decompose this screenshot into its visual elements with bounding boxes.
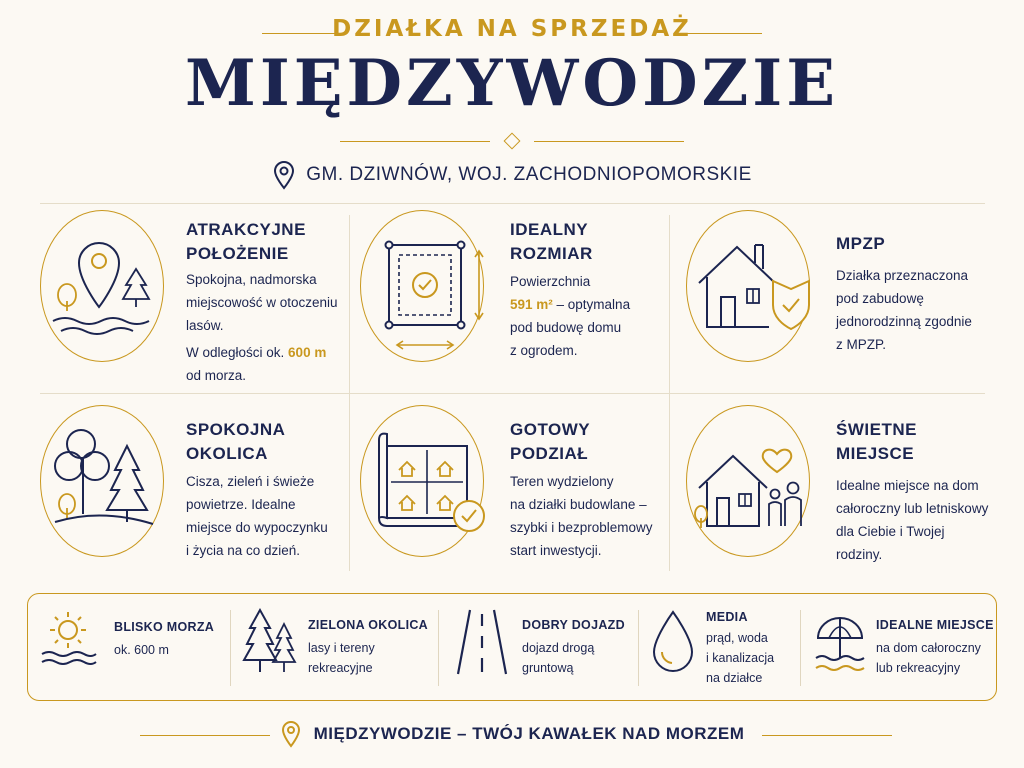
bottom-separator [638, 610, 639, 686]
feature-size-circle [360, 210, 484, 362]
bottom-item-sea-title: BLISKO MORZA [114, 620, 215, 634]
feature-area-title: SPOKOJNA OKOLICA [186, 420, 286, 463]
feature-mpzp-title: MPZP [836, 234, 886, 253]
bottom-separator [438, 610, 439, 686]
water-drop-icon [648, 606, 698, 678]
bottom-item-access-text: dojazd drogą gruntową [522, 641, 595, 675]
bottom-item-ideal-text: na dom całoroczny lub rekreacyjny [876, 641, 981, 675]
location-row [0, 160, 1024, 190]
bottom-separator [230, 610, 231, 686]
bottom-item-access-title: DOBRY DOJAZD [522, 618, 625, 632]
house-shield-icon [687, 211, 811, 363]
feature-division-title: GOTOWY PODZIAŁ [510, 420, 591, 463]
ornament-line-right [534, 141, 684, 142]
footer [0, 720, 1024, 748]
bottom-separator [800, 610, 801, 686]
bottom-item-ideal-title: IDEALNE MIEJSCE [876, 618, 994, 632]
page-title: MIĘDZYWODZIE [184, 46, 840, 121]
feature-size-text: Powierzchnia 591 m² – optymalna pod budowę domu z ogrodem. [510, 274, 631, 358]
map-pin-icon [272, 160, 296, 190]
feature-location-title: ATRAKCYJNE POŁOŻENIE [186, 220, 306, 263]
feature-size-title: IDEALNY ROZMIAR [510, 220, 593, 263]
grid-line-col1 [349, 215, 350, 571]
beach-umbrella-icon [812, 610, 868, 674]
bottom-item-sea-text: ok. 600 m [114, 643, 169, 657]
feature-place-title: ŚWIETNE MIEJSCE [836, 420, 917, 463]
bottom-item-green-text: lasy i tereny rekreacyjne [308, 641, 375, 675]
plot-size-icon [361, 211, 485, 363]
feature-area-text: Cisza, zieleń i świeże powietrze. Idealne miejsce do wypoczynku i życia na co dzień. [186, 474, 328, 558]
feature-division-circle [360, 405, 484, 557]
road-icon [452, 606, 512, 678]
grid-line-col2 [669, 215, 670, 571]
bottom-item-media-title: MEDIA [706, 610, 748, 624]
feature-location-text: Spokojna, nadmorska miejscowość w otoczeniu lasów. W odległości ok. 600 m od morza. [186, 272, 338, 383]
map-pin-icon [280, 720, 302, 748]
feature-mpzp-text: Działka przeznaczona pod zabudowę jednorodzinną zgodnie z MPZP. [836, 268, 972, 352]
feature-division-text: Teren wydzielony na działki budowlane – szybki i bezproblemowy start inwestycji. [510, 474, 653, 558]
ornament-diamond [504, 133, 521, 150]
header-subtitle: DZIAŁKA NA SPRZEDAŻ [332, 16, 692, 42]
bottom-item-media-text: prąd, woda i kanalizacja na działce [706, 631, 775, 685]
grid-line-middle [40, 393, 985, 394]
pine-trees-icon [240, 606, 300, 676]
feature-mpzp-circle [686, 210, 810, 362]
trees-icon [41, 406, 165, 558]
bottom-item-green-title: ZIELONA OKOLICA [308, 618, 429, 632]
feature-location-circle [40, 210, 164, 362]
sun-waves-icon [38, 606, 98, 670]
feature-place-circle [686, 405, 810, 557]
grid-line-top [40, 203, 985, 204]
ornament-line-left [340, 141, 490, 142]
subdivision-plan-icon [361, 406, 485, 558]
feature-area-circle [40, 405, 164, 557]
footer-text: MIĘDZYWODZIE – TWÓJ KAWAŁEK NAD MORZEM [313, 724, 745, 743]
location-nature-icon [41, 211, 165, 363]
location-text: GM. DZIWNÓW, WOJ. ZACHODNIOPOMORSKIE [306, 164, 752, 185]
feature-place-text: Idealne miejsce na dom całoroczny lub letniskowy dla Ciebie i Twojej rodziny. [836, 478, 989, 562]
family-house-icon [687, 406, 811, 558]
